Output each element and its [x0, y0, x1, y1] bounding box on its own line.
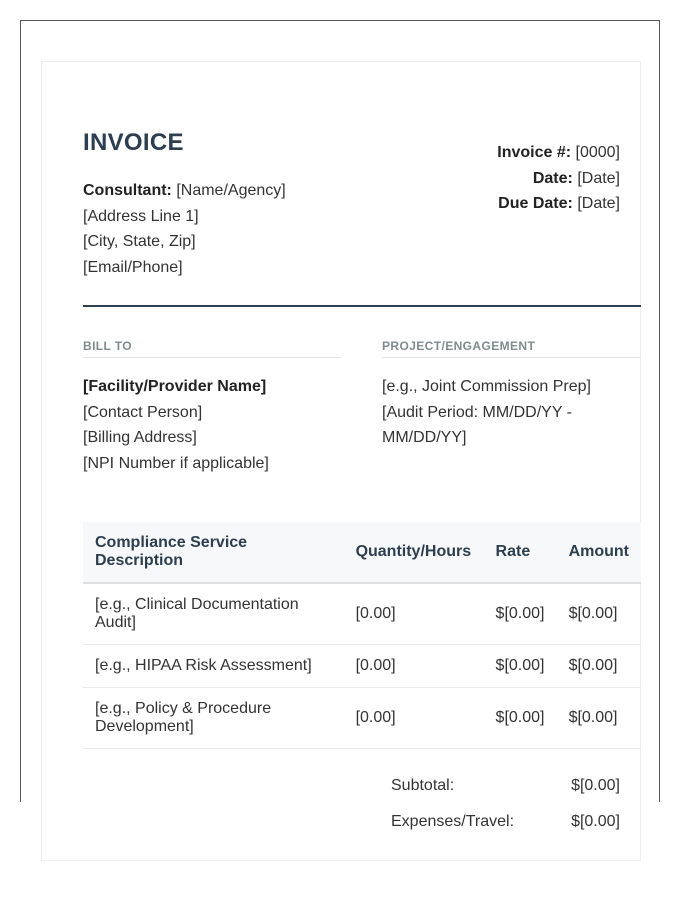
expenses-value: $[0.00]	[571, 813, 620, 830]
invoice-date-line	[497, 166, 620, 192]
cell-amount: $[0.00]	[557, 645, 641, 688]
cell-rate: $[0.00]	[484, 688, 557, 749]
consultant-contact: [Email/Phone]	[83, 258, 183, 276]
invoice-number: [0000]	[575, 144, 620, 161]
project-block	[382, 374, 622, 451]
table-header-row	[83, 522, 641, 583]
column-header-description: Compliance Service Description	[83, 522, 344, 583]
billing-address: [Billing Address]	[83, 429, 197, 446]
contact-person: [Contact Person]	[83, 403, 203, 421]
column-header-rate: Rate	[484, 522, 557, 583]
cell-amount: $[0.00]	[557, 688, 641, 749]
consultant-city: [City, State, Zip]	[83, 233, 196, 250]
table-row	[83, 688, 641, 749]
consultant-label: Consultant:	[83, 182, 172, 199]
invoice-date: [Date]	[577, 169, 620, 187]
facility-name: [Facility/Provider Name]	[83, 378, 267, 395]
cell-quantity: [0.00]	[344, 583, 484, 645]
document-frame	[20, 20, 660, 830]
cell-rate: $[0.00]	[484, 645, 557, 688]
line-items-table	[83, 522, 641, 749]
expenses-label: Expenses/Travel:	[391, 813, 515, 830]
table-row	[83, 645, 641, 688]
cell-quantity: [0.00]	[344, 688, 484, 749]
cell-rate: $[0.00]	[484, 583, 557, 645]
cell-quantity: [0.00]	[344, 645, 484, 688]
invoice-number-label: Invoice #:	[497, 144, 572, 161]
subtotal-label: Subtotal:	[391, 777, 455, 794]
bill-to-heading: BILL TO	[83, 339, 133, 353]
consultant-name: [Name/Agency]	[176, 182, 286, 199]
project-divider	[382, 357, 641, 358]
invoice-date-label: Date:	[532, 169, 573, 187]
project-heading: PROJECT/ENGAGEMENT	[382, 339, 536, 353]
cell-amount: $[0.00]	[557, 583, 641, 645]
invoice-meta	[497, 140, 620, 217]
consultant-line	[83, 178, 286, 204]
due-date: [Date]	[577, 195, 620, 212]
consultant-block	[83, 178, 286, 280]
column-header-amount: Amount	[557, 522, 641, 583]
consultant-address: [Address Line 1]	[83, 207, 199, 225]
bill-to-divider	[83, 357, 341, 358]
due-date-line	[497, 191, 620, 217]
cell-description: [e.g., HIPAA Risk Assessment]	[83, 645, 344, 688]
bill-to-block	[83, 374, 269, 476]
cell-description: [e.g., Clinical Documentation Audit]	[83, 583, 344, 645]
invoice-number-line	[497, 140, 620, 166]
header-divider	[83, 305, 641, 307]
cell-description: [e.g., Policy & Procedure Development]	[83, 688, 344, 749]
column-header-quantity: Quantity/Hours	[344, 522, 484, 583]
audit-period: [Audit Period: MM/DD/YY - MM/DD/YY]	[382, 403, 572, 446]
table-row	[83, 583, 641, 645]
due-date-label: Due Date:	[498, 195, 573, 212]
project-name: [e.g., Joint Commission Prep]	[382, 378, 591, 395]
subtotal-value: $[0.00]	[571, 777, 620, 794]
invoice-sheet	[41, 61, 641, 861]
invoice-title: INVOICE	[83, 129, 184, 156]
npi-number: [NPI Number if applicable]	[83, 454, 269, 472]
